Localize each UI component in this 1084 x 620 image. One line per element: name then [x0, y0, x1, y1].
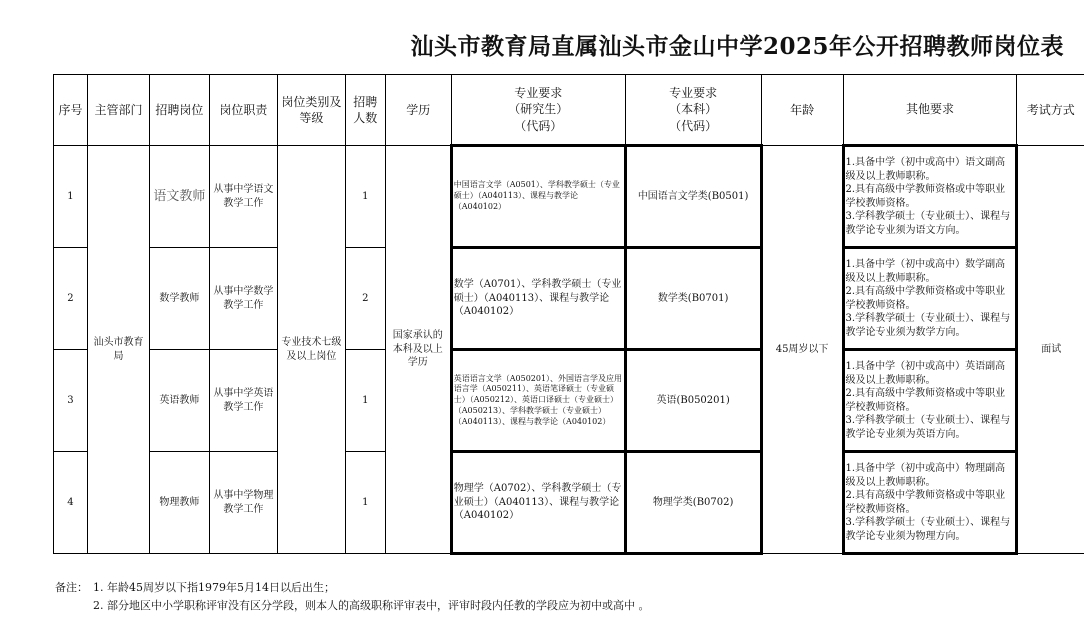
- cell-major-graduate: 中国语言文学（A0501）、学科教学硕士（专业硕士）（A040113）、课程与教学论（A040102）: [451, 146, 625, 248]
- notes: [55, 579, 650, 615]
- header-seq: 序号: [54, 75, 88, 146]
- cell-seq: 1: [54, 146, 88, 248]
- cell-other: 1.具备中学（初中或高中）英语副高级及以上教师职称。 2.具有高级中学教师资格或中等职业学校教师资格。 3.学科教学硕士（专业硕士）、课程与教学论专业须为英语方向。: [843, 350, 1017, 452]
- table-row: [54, 146, 1084, 248]
- cell-major-undergraduate: 中国语言文学类(B0501): [625, 146, 761, 248]
- cell-major-graduate: 英语语言文学（A050201）、外国语言学及应用语言学（A050211）、英语笔译硕士（专业硕士）（A050212）、英语口译硕士（专业硕士）（A050213）、学科教学硕士（专业硕士）（A040113）、课程与教学论（A040102）: [451, 350, 625, 452]
- table-row: [54, 350, 1084, 452]
- header-position: 招聘岗位: [149, 75, 209, 146]
- cell-other: 1.具备中学（初中或高中）数学副高级及以上教师职称。 2.具有高级中学教师资格或中等职业学校教师资格。 3.学科教学硕士（专业硕士）、课程与教学论专业须为数学方向。: [843, 248, 1017, 350]
- header-education: 学历: [385, 75, 451, 146]
- header-duty: 岗位职责: [209, 75, 277, 146]
- cell-count: 1: [345, 452, 385, 554]
- table-row: [54, 248, 1084, 350]
- cell-position: 语文教师: [149, 146, 209, 248]
- header-category: 岗位类别及等级: [277, 75, 345, 146]
- cell-exam: 面试: [1017, 146, 1084, 554]
- header-exam: 考试方式: [1017, 75, 1084, 146]
- cell-count: 1: [345, 146, 385, 248]
- header-major-undergraduate: 专业要求 （本科） （代码）: [625, 75, 761, 146]
- note-item: 2. 部分地区中小学职称评审没有区分学段，则本人的高级职称评审表中，评审时段内任教的学段应为初中或高中 。: [93, 599, 650, 612]
- cell-major-undergraduate: 英语(B050201): [625, 350, 761, 452]
- cell-education: 国家承认的本科及以上学历: [385, 146, 451, 554]
- recruitment-table: [53, 74, 1084, 555]
- cell-major-undergraduate: 物理学类(B0702): [625, 452, 761, 554]
- notes-label: 备注：: [55, 581, 88, 594]
- cell-duty: 从事中学物理教学工作: [209, 452, 277, 554]
- cell-seq: 3: [54, 350, 88, 452]
- cell-other: 1.具备中学（初中或高中）语文副高级及以上教师职称。 2.具有高级中学教师资格或中等职业学校教师资格。 3.学科教学硕士（专业硕士）、课程与教学论专业须为语文方向。: [843, 146, 1017, 248]
- cell-duty: 从事中学英语教学工作: [209, 350, 277, 452]
- cell-major-undergraduate: 数学类(B0701): [625, 248, 761, 350]
- cell-major-graduate: 数学（A0701）、学科教学硕士（专业硕士）（A040113）、课程与教学论（A040102）: [451, 248, 625, 350]
- cell-position: 数学教师: [149, 248, 209, 350]
- header-major-graduate: 专业要求 （研究生） （代码）: [451, 75, 625, 146]
- header-count: 招聘人数: [345, 75, 385, 146]
- cell-category: 专业技术七级及以上岗位: [277, 146, 345, 554]
- table-row: [54, 452, 1084, 554]
- cell-seq: 2: [54, 248, 88, 350]
- cell-duty: 从事中学语文教学工作: [209, 146, 277, 248]
- cell-position: 物理教师: [149, 452, 209, 554]
- cell-age: 45周岁以下: [761, 146, 843, 554]
- cell-count: 2: [345, 248, 385, 350]
- cell-position: 英语教师: [149, 350, 209, 452]
- cell-duty: 从事中学数学教学工作: [209, 248, 277, 350]
- cell-count: 1: [345, 350, 385, 452]
- cell-seq: 4: [54, 452, 88, 554]
- header-dept: 主管部门: [87, 75, 149, 146]
- note-item: 备注： 1. 年龄45周岁以下指1979年5月14日以后出生；: [55, 579, 650, 597]
- header-age: 年龄: [761, 75, 843, 146]
- header-row: [54, 75, 1084, 146]
- header-other: 其他要求: [843, 75, 1017, 146]
- cell-other: 1.具备中学（初中或高中）物理副高级及以上教师职称。 2.具有高级中学教师资格或中等职业学校教师资格。 3.学科教学硕士（专业硕士）、课程与教学论专业须为物理方向。: [843, 452, 1017, 554]
- cell-dept: 汕头市教育局: [87, 146, 149, 554]
- cell-major-graduate: 物理学（A0702）、学科教学硕士（专业硕士）（A040113）、课程与教学论 （A040102）: [451, 452, 625, 554]
- page-title: 汕头市教育局直属汕头市金山中学2025年公开招聘教师岗位表: [410, 33, 1064, 60]
